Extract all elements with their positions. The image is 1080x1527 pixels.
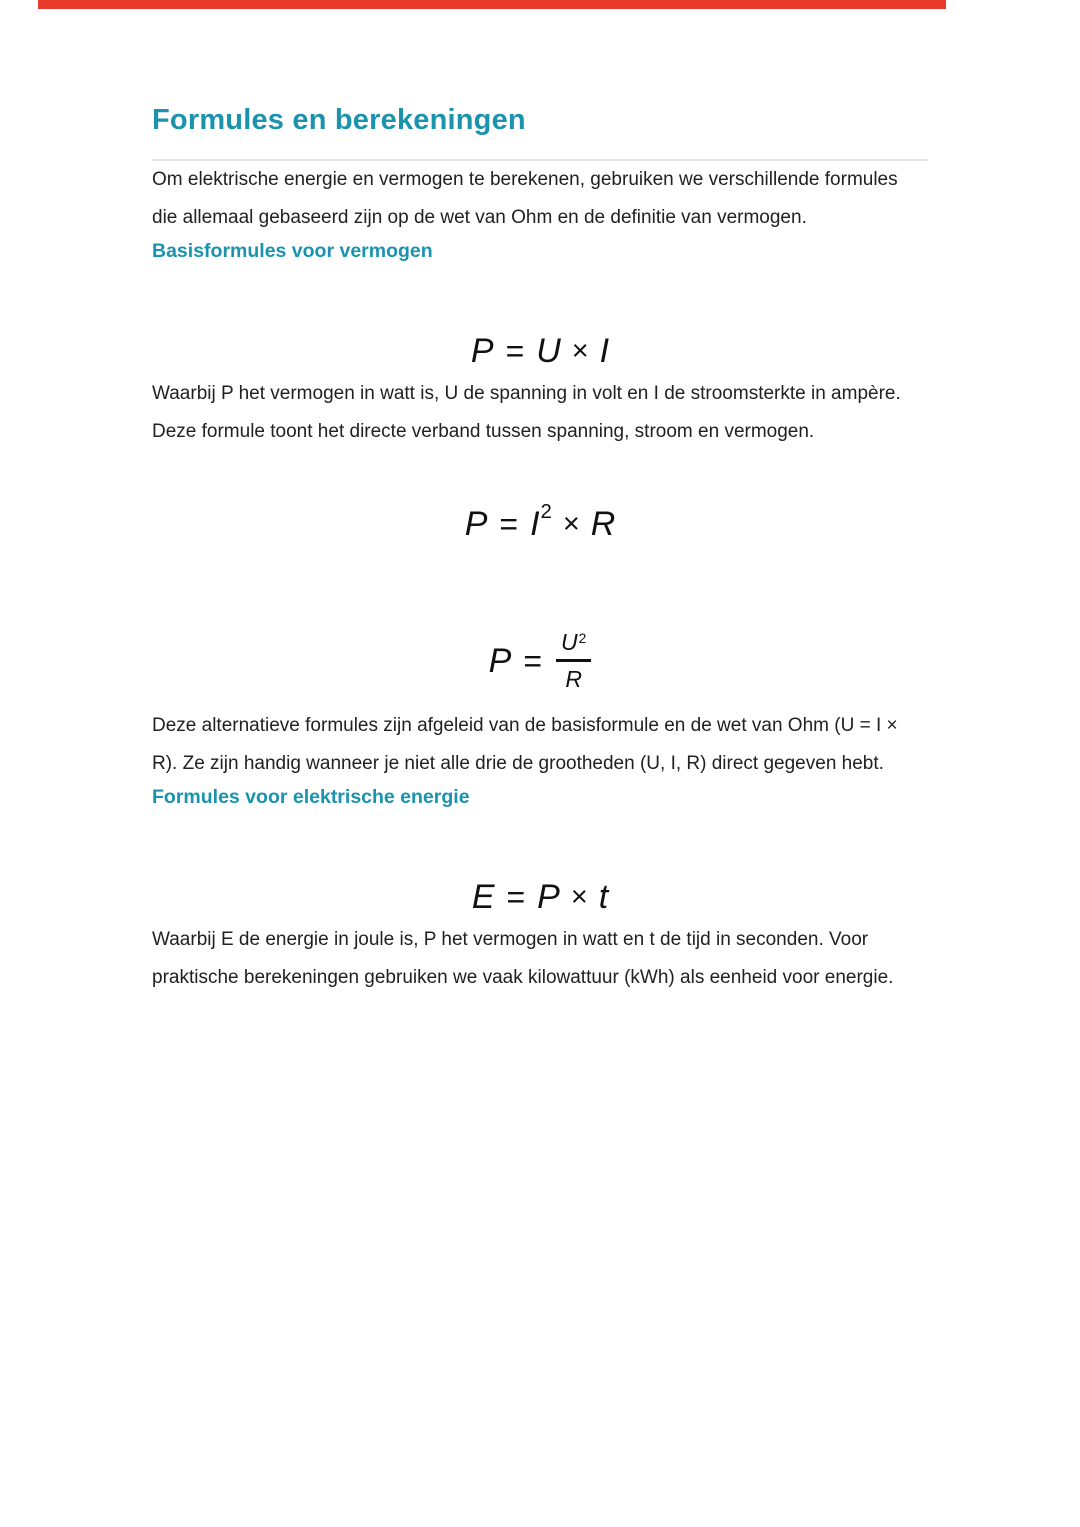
formula-p-equals-u-times-i — [152, 327, 928, 375]
multiply-sign: × — [571, 334, 589, 367]
formula-lhs: P — [464, 504, 488, 543]
page-title: Formules en berekeningen — [152, 104, 526, 136]
multiply-sign: × — [562, 507, 580, 540]
equals-sign: = — [499, 505, 519, 542]
formula-p-equals-i-squared-times-r — [152, 497, 928, 551]
subheading-energy-formulas: Formules voor elektrische energie — [152, 786, 470, 808]
top-progress-bar — [38, 0, 946, 9]
formula-e-equals-p-times-t — [152, 873, 928, 921]
formula-var: U — [536, 331, 561, 370]
fraction-numerator — [556, 629, 591, 660]
formula-var: P — [537, 877, 560, 916]
formula-p-equals-u-squared-over-r — [152, 615, 928, 707]
fraction — [556, 629, 591, 694]
explanation-paragraph-power: Waarbij P het vermogen in watt is, U de spanning in volt en I de stroomsterkte in ampère. Deze formule toont het directe verband tussen spanning, stroom en vermogen. — [152, 383, 901, 442]
intro-paragraph: Om elektrische energie en vermogen te berekenen, gebruiken we verschillende formules die allemaal gebaseerd zijn op de wet van Ohm en de definitie van vermogen. — [152, 169, 898, 228]
multiply-sign: × — [570, 880, 588, 913]
explanation-paragraph-energy: Waarbij E de energie in joule is, P het vermogen in watt en t de tijd in seconden. Voor praktische berekeningen gebruiken we vaak kilowattuur (kWh) als eenheid voor energie. — [152, 929, 894, 988]
equals-sign: = — [523, 642, 543, 679]
formula-lhs: E — [471, 877, 495, 916]
subheading-power-formulas: Basisformules voor vermogen — [152, 240, 433, 262]
formula-var: I — [530, 504, 540, 543]
formula-var: t — [598, 877, 609, 916]
fraction-denominator: R — [565, 665, 582, 692]
explanation-paragraph-alternatives: Deze alternatieve formules zijn afgeleid van de basisformule en de wet van Ohm (U = I × R). Ze zijn handig wanneer je niet alle drie de grootheden (U, I, R) direct gegeven hebt. — [152, 715, 898, 774]
equals-sign: = — [506, 878, 526, 915]
article — [152, 0, 928, 997]
superscript-exponent: 2 — [578, 631, 587, 647]
equals-sign: = — [505, 332, 525, 369]
formula-var: U — [561, 628, 578, 655]
formula-lhs: P — [488, 641, 512, 680]
formula-var: R — [590, 504, 616, 543]
formula-lhs: P — [470, 331, 494, 370]
formula-var: I — [599, 331, 610, 370]
superscript-exponent: 2 — [540, 501, 552, 524]
